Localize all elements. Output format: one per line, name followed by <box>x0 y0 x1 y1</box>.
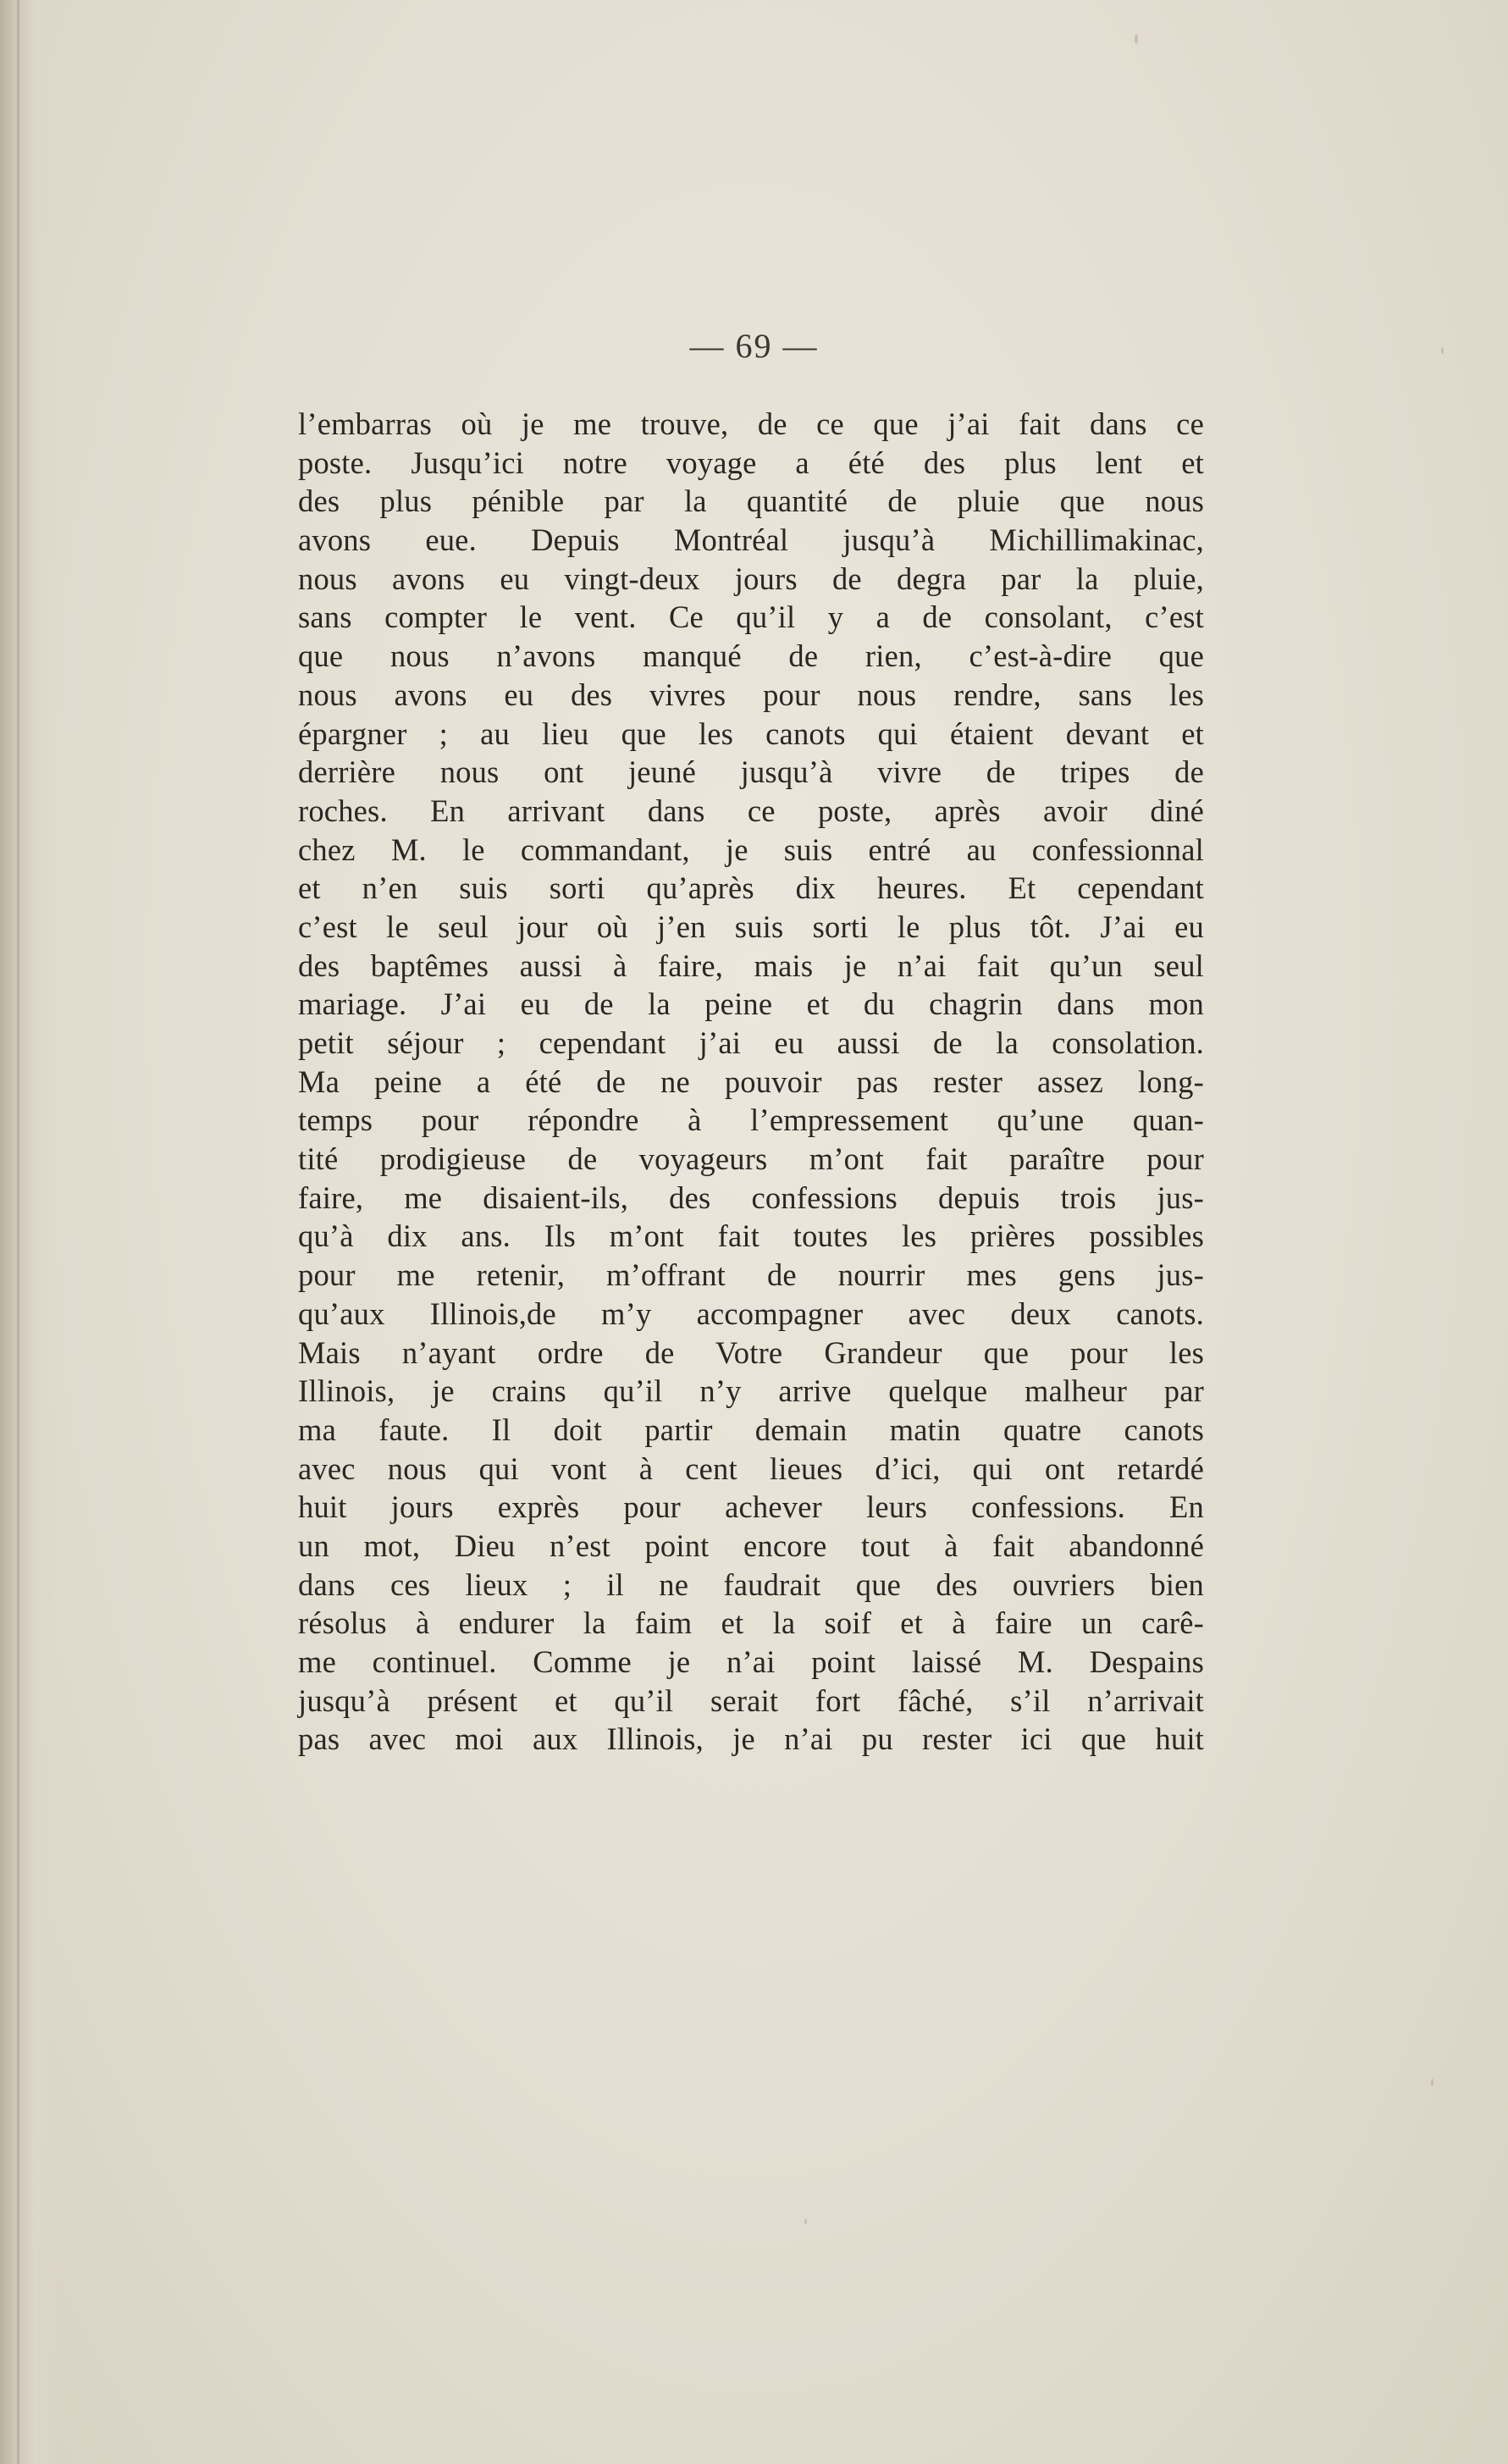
text-line: nous avons eu des vivres pour nous rendre, sans les <box>298 677 1204 712</box>
text-line: Ma peine a été de ne pouvoir pas rester assez long- <box>298 1063 1204 1099</box>
text-line: Mais n’ayant ordre de Votre Grandeur que pour les <box>298 1334 1204 1370</box>
text-line: huit jours exprès pour achever leurs confessions. En <box>298 1489 1204 1525</box>
text-line: avec nous qui vont à cent lieues d’ici, qui ont retardé <box>298 1450 1204 1486</box>
text-line: qu’aux Illinois,de m’y accompagner avec deux canots. <box>298 1296 1204 1331</box>
text-line: ma faute. Il doit partir demain matin quatre canots <box>298 1412 1204 1447</box>
text-line: mariage. J’ai eu de la peine et du chagrin dans mon <box>298 986 1204 1022</box>
paper-speck <box>1135 34 1138 44</box>
text-line: temps pour répondre à l’empressement qu’une quan- <box>298 1102 1204 1138</box>
text-line: jusqu’à présent et qu’il serait fort fâché, s’il n’arrivait <box>298 1682 1204 1718</box>
body-text <box>298 405 1204 1759</box>
text-line: et n’en suis sorti qu’après dix heures. Et cependant <box>298 870 1204 906</box>
text-line: faire, me disaient-ils, des confessions depuis trois jus- <box>298 1180 1204 1215</box>
text-line: qu’à dix ans. Ils m’ont fait toutes les prières possibles <box>298 1218 1204 1254</box>
text-line: poste. Jusqu’ici notre voyage a été des plus lent et <box>298 445 1204 480</box>
text-line: nous avons eu vingt-deux jours de degra par la pluie, <box>298 561 1204 596</box>
binding-gutter <box>0 0 59 2464</box>
binding-edge <box>17 0 19 2464</box>
paper-speck <box>804 2218 807 2224</box>
text-line: c’est le seul jour où j’en suis sorti le plus tôt. J’ai eu <box>298 909 1204 944</box>
text-line: pas avec moi aux Illinois, je n’ai pu rester ici que huit <box>298 1721 1204 1757</box>
text-line: petit séjour ; cependant j’ai eu aussi de la consolation. <box>298 1025 1204 1060</box>
text-line: que nous n’avons manqué de rien, c’est-à-dire que <box>298 638 1204 674</box>
text-line: des plus pénible par la quantité de pluie que nous <box>298 483 1204 519</box>
paper-speck <box>1431 2079 1433 2086</box>
text-line: un mot, Dieu n’est point encore tout à fait abandonné <box>298 1528 1204 1563</box>
text-line: chez M. le commandant, je suis entré au confessionnal <box>298 831 1204 867</box>
text-line: tité prodigieuse de voyageurs m’ont fait paraître pour <box>298 1141 1204 1177</box>
text-line: résolus à endurer la faim et la soif et à faire un carê- <box>298 1605 1204 1641</box>
text-line: roches. En arrivant dans ce poste, après avoir diné <box>298 793 1204 828</box>
text-line: pour me retenir, m’offrant de nourrir mes gens jus- <box>298 1257 1204 1293</box>
page-number: — 69 — <box>689 327 819 365</box>
text-line: dans ces lieux ; il ne faudrait que des ouvriers bien <box>298 1566 1204 1602</box>
text-line: avons eue. Depuis Montréal jusqu’à Michillimakinac, <box>298 522 1204 558</box>
text-line: derrière nous ont jeuné jusqu’à vivre de tripes de <box>298 754 1204 790</box>
text-line: épargner ; au lieu que les canots qui étaient devant et <box>298 715 1204 751</box>
text-line: des baptêmes aussi à faire, mais je n’ai fait qu’un seul <box>298 947 1204 983</box>
text-line: me continuel. Comme je n’ai point laissé M. Despains <box>298 1644 1204 1679</box>
text-line: Illinois, je crains qu’il n’y arrive quelque malheur par <box>298 1373 1204 1409</box>
text-line: sans compter le vent. Ce qu’il y a de consolant, c’est <box>298 599 1204 635</box>
text-line: l’embarras où je me trouve, de ce que j’ai fait dans ce <box>298 406 1204 441</box>
